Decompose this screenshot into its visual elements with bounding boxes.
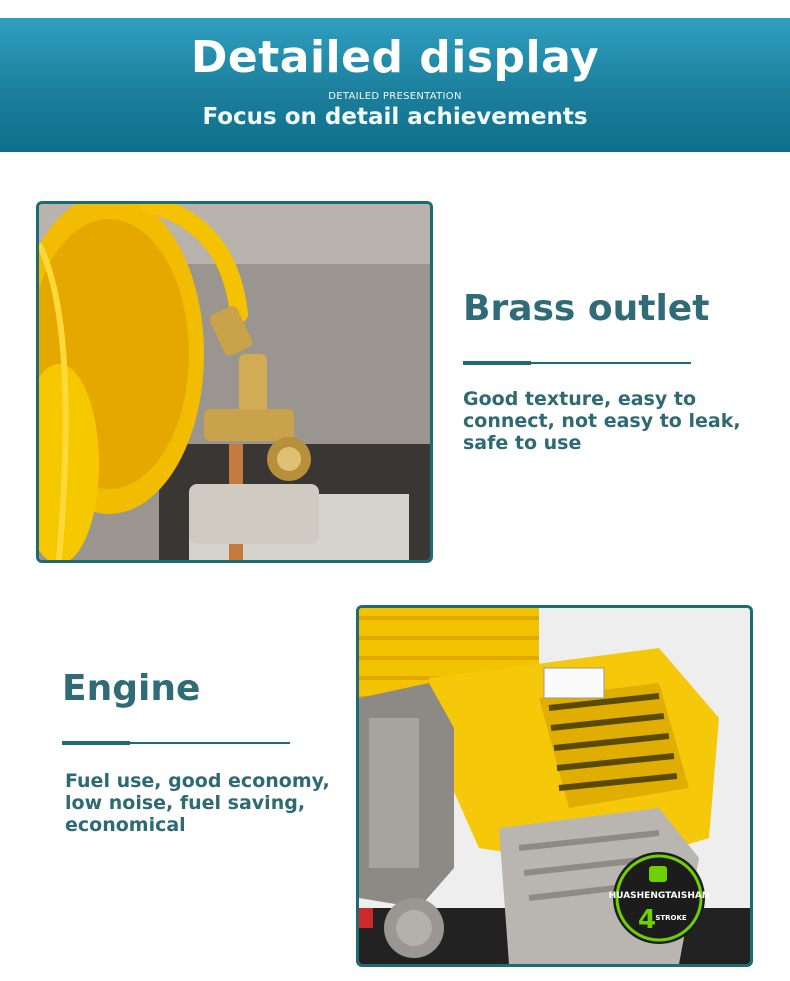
feature-brass-outlet xyxy=(463,288,763,454)
engine-photo xyxy=(356,605,753,967)
feature-engine xyxy=(62,668,352,836)
feature-description: Fuel use, good economy, low noise, fuel saving, economical xyxy=(65,770,330,836)
header-banner xyxy=(0,18,790,152)
feature-title: Engine xyxy=(62,668,201,709)
brass-outlet-image xyxy=(39,204,430,560)
brass-outlet-photo xyxy=(36,201,433,563)
page-tagline: Focus on detail achievements xyxy=(202,104,588,130)
engine-stroke-number: 4 xyxy=(637,905,657,935)
engine-image xyxy=(359,608,750,964)
feature-divider xyxy=(62,742,290,744)
page-title: Detailed display xyxy=(190,32,600,83)
page-subtitle: DETAILED PRESENTATION xyxy=(328,91,462,102)
engine-brand-label: HUASHENGTAISHAN xyxy=(608,891,710,901)
feature-divider xyxy=(463,362,691,364)
feature-description: Good texture, easy to connect, not easy to leak, safe to use xyxy=(463,388,741,454)
engine-stroke-text: STROKE xyxy=(655,914,687,922)
feature-title: Brass outlet xyxy=(463,288,710,329)
